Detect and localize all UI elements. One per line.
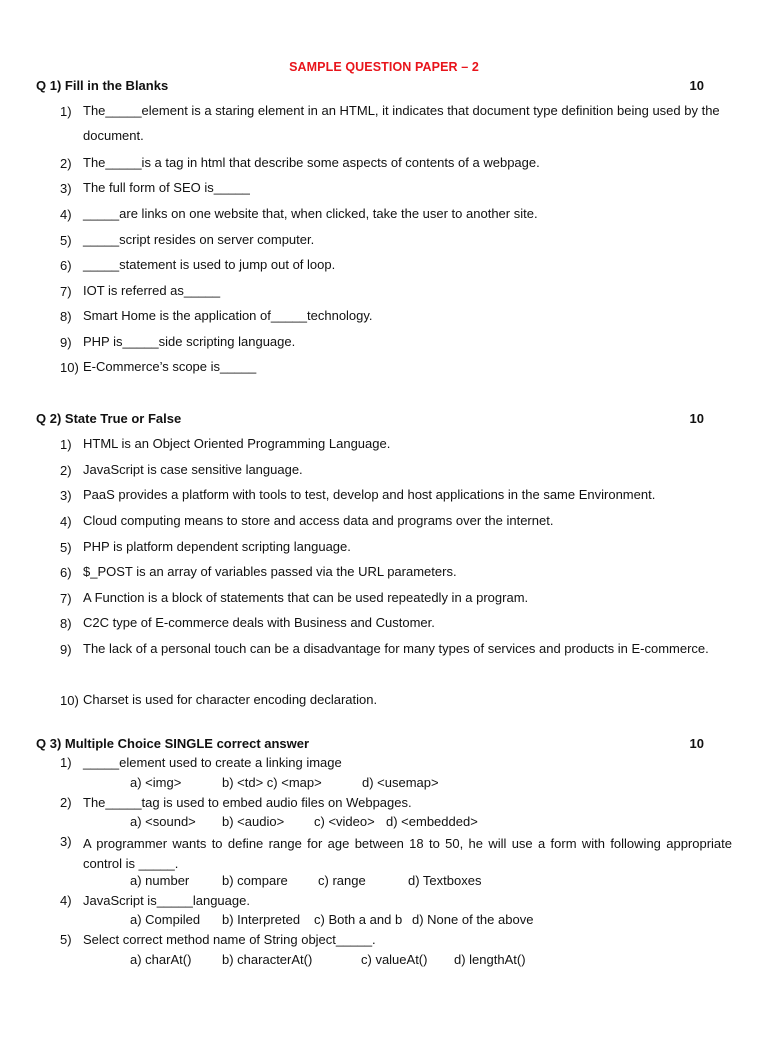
question-number: 4) <box>60 514 72 529</box>
question-number: 1) <box>60 437 72 452</box>
question-number: 1) <box>60 104 72 119</box>
section-marks: 10 <box>689 78 704 93</box>
section-heading-fill-blanks <box>36 78 704 93</box>
option-a: a) Compiled <box>130 912 201 927</box>
question-text: PHP is platform dependent scripting language. <box>83 539 351 554</box>
question-text: _____are links on one website that, when clicked, take the user to another site. <box>83 206 538 221</box>
option-d: d) None of the above <box>412 912 534 927</box>
question-number: 6) <box>60 565 72 580</box>
question-text: HTML is an Object Oriented Programming Language. <box>83 436 391 451</box>
option-b: b) <td> c) <map> <box>222 775 322 790</box>
question-number: 10) <box>60 360 79 375</box>
question-number: 1) <box>60 755 72 770</box>
question-text: _____element used to create a linking image <box>83 755 342 770</box>
paper-title: SAMPLE QUESTION PAPER – 2 <box>289 60 479 74</box>
question-number: 7) <box>60 591 72 606</box>
question-text: IOT is referred as_____ <box>83 283 221 298</box>
question-text: C2C type of E-commerce deals with Business and Customer. <box>83 615 435 630</box>
question-number: 4) <box>60 207 72 222</box>
question-text: The full form of SEO is_____ <box>83 180 250 195</box>
option-b: b) Interpreted <box>222 912 301 927</box>
question-number: 10) <box>60 693 79 708</box>
question-number: 2) <box>60 463 72 478</box>
question-text: JavaScript is_____language. <box>83 893 250 908</box>
option-b: b) compare <box>222 873 288 888</box>
question-number: 9) <box>60 642 72 657</box>
option-d: d) Textboxes <box>408 873 482 888</box>
question-number: 8) <box>60 616 72 631</box>
option-c: c) valueAt() <box>361 952 428 967</box>
question-text: Select correct method name of String object_____. <box>83 932 376 947</box>
question-text: The_____is a tag in html that describe some aspects of contents of a webpage. <box>83 155 540 170</box>
question-number: 7) <box>60 284 72 299</box>
question-text: The_____tag is used to embed audio files on Webpages. <box>83 795 412 810</box>
question-text: The lack of a personal touch can be a disadvantage for many types of services and products in E-commerce. <box>83 641 709 656</box>
question-number: 8) <box>60 309 72 324</box>
question-text: E-Commerce’s scope is_____ <box>83 359 257 374</box>
option-c: c) Both a and b <box>314 912 403 927</box>
question-number: 3) <box>60 181 72 196</box>
option-b: b) characterAt() <box>222 952 313 967</box>
option-d: d) <usemap> <box>362 775 439 790</box>
section-marks: 10 <box>689 736 704 751</box>
question-number: 2) <box>60 156 72 171</box>
question-text: A Function is a block of statements that can be used repeatedly in a program. <box>83 590 529 605</box>
section-heading-true-false <box>36 411 704 426</box>
question-number: 6) <box>60 258 72 273</box>
question-text: Charset is used for character encoding declaration. <box>83 692 378 707</box>
option-a: a) <img> <box>130 775 182 790</box>
question-number: 3) <box>60 488 72 503</box>
question-number: 3) <box>60 834 72 849</box>
question-text: A programmer wants to define range for age between 18 to 50, he will use a form with following appropriate control is _____. <box>83 836 732 871</box>
question-text: Smart Home is the application of_____technology. <box>83 308 373 323</box>
option-a: a) number <box>130 873 190 888</box>
question-text: PaaS provides a platform with tools to test, develop and host applications in the same Environment. <box>83 487 656 502</box>
question-text: $_POST is an array of variables passed via the URL parameters. <box>83 564 457 579</box>
question-text: JavaScript is case sensitive language. <box>83 462 303 477</box>
section-heading-multiple-choice <box>36 736 704 751</box>
option-d: d) <embedded> <box>386 814 478 829</box>
section-title: Q 3) Multiple Choice SINGLE correct answer <box>36 736 310 751</box>
question-text: Cloud computing means to store and access data and programs over the internet. <box>83 513 554 528</box>
question-number: 5) <box>60 233 72 248</box>
question-text: _____script resides on server computer. <box>83 232 315 247</box>
question-number: 9) <box>60 335 72 350</box>
option-c: c) range <box>318 873 366 888</box>
section-title: Q 1) Fill in the Blanks <box>36 78 169 93</box>
option-b: b) <audio> <box>222 814 285 829</box>
option-a: a) <sound> <box>130 814 196 829</box>
question-text: PHP is_____side scripting language. <box>83 334 296 349</box>
question-text: _____statement is used to jump out of loop. <box>83 257 336 272</box>
option-d: d) lengthAt() <box>454 952 526 967</box>
question-text: The_____element is a staring element in an HTML, it indicates that document type definition being used by the document. <box>83 103 720 143</box>
answer-options <box>130 952 526 1042</box>
section-title: Q 2) State True or False <box>36 411 182 426</box>
question-number: 2) <box>60 795 72 810</box>
question-number: 5) <box>60 540 72 555</box>
option-c: c) <video> <box>314 814 375 829</box>
section-marks: 10 <box>689 411 704 426</box>
option-a: a) charAt() <box>130 952 192 967</box>
question-number: 5) <box>60 932 72 947</box>
question-number: 4) <box>60 893 72 908</box>
